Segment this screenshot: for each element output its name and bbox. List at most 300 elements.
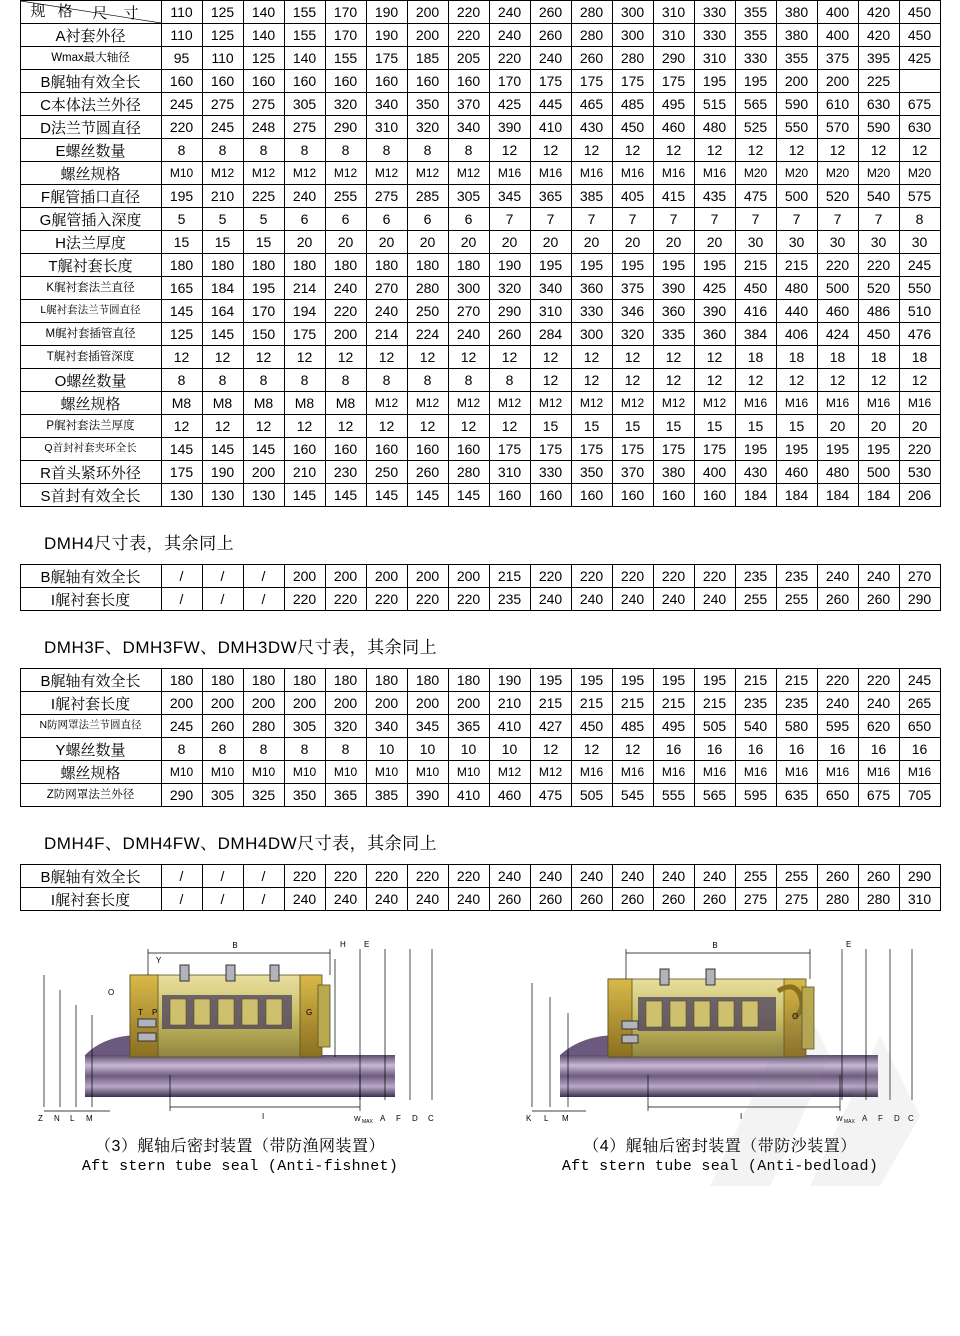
cell: 12 (366, 346, 407, 369)
cell: 145 (202, 438, 243, 461)
cell: 235 (735, 565, 776, 588)
cell: 550 (776, 116, 817, 139)
cell: 18 (735, 346, 776, 369)
section4-table-wrap (0, 864, 960, 911)
cell: 435 (694, 185, 735, 208)
svg-text:O: O (792, 1012, 799, 1021)
cell: M16 (858, 392, 899, 415)
cell: 12 (571, 139, 612, 162)
svg-text:W: W (354, 1116, 361, 1123)
cell: 310 (489, 461, 530, 484)
svg-text:A: A (862, 1114, 868, 1123)
cell: 8 (284, 369, 325, 392)
cell: 175 (694, 438, 735, 461)
table-row (20, 738, 940, 761)
cell: 580 (776, 715, 817, 738)
cell: 500 (776, 185, 817, 208)
cell: 345 (407, 715, 448, 738)
cell: 6 (448, 208, 489, 231)
figure-4-caption-cn: （4）艉轴后密封装置（带防沙装置） (583, 1138, 857, 1155)
cell: M16 (694, 162, 735, 185)
svg-text:D: D (412, 1114, 418, 1123)
cell: 20 (448, 231, 489, 254)
cell: 8 (284, 139, 325, 162)
row-label: D法兰节圆直径 (20, 116, 161, 139)
cell: 260 (489, 323, 530, 346)
cell: 650 (817, 784, 858, 807)
cell: M16 (571, 162, 612, 185)
cell: 175 (366, 47, 407, 70)
cell: / (161, 888, 202, 911)
cell: 160 (407, 70, 448, 93)
cell: M16 (776, 392, 817, 415)
cell: 160 (448, 438, 489, 461)
cell: 220 (325, 588, 366, 611)
header-size-cell: 240 (489, 1, 530, 24)
row-label: Y螺丝数量 (20, 738, 161, 761)
cell: 565 (694, 784, 735, 807)
cell: M12 (243, 162, 284, 185)
cell: 310 (899, 888, 940, 911)
cell: 380 (653, 461, 694, 484)
header-size-cell: 155 (284, 1, 325, 24)
cell: 195 (653, 254, 694, 277)
cell: 215 (530, 692, 571, 715)
cell: 427 (530, 715, 571, 738)
cell: M20 (817, 162, 858, 185)
cell: 170 (325, 24, 366, 47)
cell: 170 (489, 70, 530, 93)
cell: 220 (366, 588, 407, 611)
section4-table (20, 864, 941, 911)
cell: 240 (407, 888, 448, 911)
table-header-row (20, 1, 940, 24)
cell: 400 (817, 24, 858, 47)
cell: 310 (366, 116, 407, 139)
cell: 125 (202, 24, 243, 47)
row-label: B艉轴有效全长 (20, 565, 161, 588)
cell: 320 (489, 277, 530, 300)
cell: 12 (489, 346, 530, 369)
cell: 410 (489, 715, 530, 738)
figure-3-caption-en: Aft stern tube seal (Anti-fishnet) (81, 1158, 399, 1175)
cell: 160 (284, 70, 325, 93)
cell: 340 (530, 277, 571, 300)
cell: 145 (243, 438, 284, 461)
cell: 240 (858, 565, 899, 588)
table-row (20, 116, 940, 139)
cell: 595 (735, 784, 776, 807)
cell: 95 (161, 47, 202, 70)
cell: 385 (571, 185, 612, 208)
cell: 220 (489, 47, 530, 70)
cell: 300 (448, 277, 489, 300)
cell: 280 (858, 888, 899, 911)
cell: 200 (243, 692, 284, 715)
cell: 400 (694, 461, 735, 484)
figure-4-drawing (510, 935, 930, 1125)
header-size-label: 尺 寸 (92, 5, 145, 22)
cell: 12 (858, 369, 899, 392)
cell: 145 (407, 484, 448, 507)
cell: 330 (530, 461, 571, 484)
cell: 284 (530, 323, 571, 346)
cell: 430 (571, 116, 612, 139)
cell: M16 (653, 761, 694, 784)
header-size-cell: 330 (694, 1, 735, 24)
svg-text:P: P (152, 1008, 158, 1017)
cell: 320 (325, 93, 366, 116)
cell: 18 (899, 346, 940, 369)
cell: 175 (530, 70, 571, 93)
cell: 12 (448, 346, 489, 369)
cell: 275 (284, 116, 325, 139)
cell: M12 (530, 761, 571, 784)
row-label: E螺丝数量 (20, 139, 161, 162)
cell: 305 (284, 93, 325, 116)
cell: 200 (243, 461, 284, 484)
cell: 240 (653, 865, 694, 888)
cell: M12 (407, 392, 448, 415)
cell: 12 (612, 139, 653, 162)
cell: 7 (653, 208, 694, 231)
cell: 16 (776, 738, 817, 761)
cell: 20 (530, 231, 571, 254)
row-label: 螺丝规格 (20, 761, 161, 784)
cell: 195 (571, 254, 612, 277)
cell: 12 (735, 139, 776, 162)
cell: 486 (858, 300, 899, 323)
svg-text:M: M (562, 1114, 569, 1123)
cell: 505 (694, 715, 735, 738)
cell: 240 (325, 277, 366, 300)
cell: 275 (776, 888, 817, 911)
cell: 160 (325, 70, 366, 93)
cell: 195 (694, 669, 735, 692)
cell: 12 (243, 415, 284, 438)
cell: 205 (448, 47, 489, 70)
cell: 160 (202, 70, 243, 93)
cell: M8 (284, 392, 325, 415)
cell: 220 (284, 865, 325, 888)
cell: M8 (161, 392, 202, 415)
cell: 200 (407, 692, 448, 715)
cell: 12 (284, 415, 325, 438)
cell: 180 (284, 669, 325, 692)
cell: M16 (899, 392, 940, 415)
cell: 8 (161, 139, 202, 162)
cell: 6 (325, 208, 366, 231)
section3-title: DMH3F、DMH3FW、DMH3DW尺寸表，其余同上 (44, 638, 438, 657)
cell: 15 (161, 231, 202, 254)
row-label: B艉轴有效全长 (20, 865, 161, 888)
cell: 190 (489, 254, 530, 277)
cell: M20 (776, 162, 817, 185)
header-size-cell: 140 (243, 1, 284, 24)
cell: 12 (202, 415, 243, 438)
cell: 8 (366, 139, 407, 162)
cell: M16 (612, 162, 653, 185)
cell: 20 (407, 231, 448, 254)
cell: M16 (612, 761, 653, 784)
cell: 365 (325, 784, 366, 807)
cell: 410 (530, 116, 571, 139)
table-row (20, 139, 940, 162)
svg-text:W: W (836, 1116, 843, 1123)
figure-3 (25, 935, 455, 1175)
row-label: K艉衬套法兰直径 (20, 277, 161, 300)
cell: 30 (735, 231, 776, 254)
cell: 440 (776, 300, 817, 323)
cell: 630 (899, 116, 940, 139)
cell: 520 (858, 277, 899, 300)
cell: 200 (366, 565, 407, 588)
figure-row (0, 935, 960, 1175)
cell: 270 (448, 300, 489, 323)
row-label: S首封有效全长 (20, 484, 161, 507)
cell: 420 (858, 24, 899, 47)
cell: 214 (284, 277, 325, 300)
cell: 145 (161, 300, 202, 323)
cell: 395 (858, 47, 899, 70)
cell: 485 (612, 715, 653, 738)
cell: 360 (653, 300, 694, 323)
cell: 450 (858, 323, 899, 346)
table-row (20, 231, 940, 254)
cell: 7 (776, 208, 817, 231)
cell: M16 (899, 761, 940, 784)
cell: 330 (694, 24, 735, 47)
cell: 320 (612, 323, 653, 346)
cell: 140 (243, 24, 284, 47)
cell: 675 (858, 784, 899, 807)
cell: 240 (448, 888, 489, 911)
cell: M16 (489, 162, 530, 185)
cell: 12 (530, 139, 571, 162)
cell: 12 (653, 139, 694, 162)
cell: 130 (243, 484, 284, 507)
cell: 8 (489, 369, 530, 392)
svg-text:D: D (894, 1114, 900, 1123)
cell: 365 (530, 185, 571, 208)
cell: 7 (489, 208, 530, 231)
cell: 30 (817, 231, 858, 254)
cell: 280 (817, 888, 858, 911)
cell: 160 (612, 484, 653, 507)
cell: 230 (325, 461, 366, 484)
svg-text:B: B (712, 941, 718, 950)
row-label: H法兰厚度 (20, 231, 161, 254)
cell: 260 (817, 865, 858, 888)
cell: 12 (530, 346, 571, 369)
cell: 175 (612, 70, 653, 93)
cell: M10 (366, 761, 407, 784)
cell: 12 (899, 139, 940, 162)
cell: 8 (325, 139, 366, 162)
table-row (20, 484, 940, 507)
cell: 160 (448, 70, 489, 93)
cell: 200 (202, 692, 243, 715)
cell: 495 (653, 93, 694, 116)
cell: 350 (571, 461, 612, 484)
header-size-cell: 190 (366, 1, 407, 24)
svg-text:MAX: MAX (362, 1119, 373, 1125)
cell: 635 (776, 784, 817, 807)
cell: 290 (161, 784, 202, 807)
row-label: P艉衬套法兰厚度 (20, 415, 161, 438)
table-row (20, 888, 940, 911)
cell: 6 (407, 208, 448, 231)
cell: 175 (653, 70, 694, 93)
cell: 30 (899, 231, 940, 254)
cell: 480 (776, 277, 817, 300)
cell: 610 (817, 93, 858, 116)
cell: 155 (284, 24, 325, 47)
cell: 290 (489, 300, 530, 323)
cell: 7 (858, 208, 899, 231)
cell: 170 (243, 300, 284, 323)
cell: 12 (735, 369, 776, 392)
cell: 164 (202, 300, 243, 323)
cell: 450 (899, 24, 940, 47)
cell: 260 (858, 865, 899, 888)
cell: 195 (653, 669, 694, 692)
cell: 8 (284, 738, 325, 761)
cell: M12 (694, 392, 735, 415)
cell: 12 (612, 738, 653, 761)
main-spec-table-wrap (0, 0, 960, 507)
section2-title: DMH4尺寸表，其余同上 (44, 534, 235, 553)
cell: 215 (735, 254, 776, 277)
cell: 310 (653, 24, 694, 47)
cell: 195 (612, 669, 653, 692)
cell: 175 (653, 438, 694, 461)
row-label: L艉衬套法兰节圆直径 (20, 300, 161, 323)
cell: 195 (817, 438, 858, 461)
cell: 12 (448, 415, 489, 438)
cell: 410 (448, 784, 489, 807)
cell: 450 (612, 116, 653, 139)
cell: 12 (694, 369, 735, 392)
cell: 175 (161, 461, 202, 484)
cell: 12 (653, 346, 694, 369)
svg-text:Z: Z (38, 1114, 43, 1123)
cell: 705 (899, 784, 940, 807)
cell: 595 (817, 715, 858, 738)
cell: 525 (735, 116, 776, 139)
cell: 415 (653, 185, 694, 208)
main-spec-table (20, 0, 941, 507)
table-row (20, 185, 940, 208)
cell: 220 (899, 438, 940, 461)
cell: 12 (653, 369, 694, 392)
row-label: I艉衬套长度 (20, 588, 161, 611)
cell: M16 (653, 162, 694, 185)
cell: 200 (284, 565, 325, 588)
cell: 325 (243, 784, 284, 807)
cell: 224 (407, 323, 448, 346)
cell: 184 (735, 484, 776, 507)
cell: 165 (161, 277, 202, 300)
cell: M10 (202, 761, 243, 784)
cell: 160 (161, 70, 202, 93)
cell: 340 (448, 116, 489, 139)
cell: 248 (243, 116, 284, 139)
cell: 145 (202, 323, 243, 346)
cell: 310 (694, 47, 735, 70)
cell: 590 (776, 93, 817, 116)
cell: 335 (653, 323, 694, 346)
section3-table-wrap (0, 668, 960, 807)
cell: 20 (899, 415, 940, 438)
cell: / (161, 588, 202, 611)
row-label: B艉轴有效全长 (20, 70, 161, 93)
cell: 15 (530, 415, 571, 438)
cell: 280 (243, 715, 284, 738)
svg-text:M: M (86, 1114, 93, 1123)
svg-text:O: O (108, 988, 115, 997)
table-row (20, 24, 940, 47)
cell: 145 (325, 484, 366, 507)
svg-text:L: L (70, 1114, 75, 1123)
cell: 200 (817, 70, 858, 93)
cell: M10 (161, 761, 202, 784)
cell: 570 (817, 116, 858, 139)
cell: 260 (817, 588, 858, 611)
cell: 195 (694, 70, 735, 93)
cell: 160 (366, 70, 407, 93)
cell: 405 (612, 185, 653, 208)
cell: 20 (694, 231, 735, 254)
row-label: A衬套外径 (20, 24, 161, 47)
cell: 270 (366, 277, 407, 300)
cell: M8 (325, 392, 366, 415)
cell: 20 (489, 231, 530, 254)
cell: 180 (407, 254, 448, 277)
cell: 215 (489, 565, 530, 588)
cell: 240 (694, 865, 735, 888)
cell: 180 (161, 254, 202, 277)
cell: 195 (612, 254, 653, 277)
header-size-cell: 380 (776, 1, 817, 24)
cell: 160 (489, 484, 530, 507)
cell: 240 (366, 300, 407, 323)
cell: 255 (735, 588, 776, 611)
cell: 12 (776, 369, 817, 392)
cell: 220 (161, 116, 202, 139)
header-size-cell: 220 (448, 1, 489, 24)
cell: 140 (284, 47, 325, 70)
table-row (20, 93, 940, 116)
cell: 320 (325, 715, 366, 738)
cell: 375 (612, 277, 653, 300)
cell: 285 (407, 185, 448, 208)
cell: 355 (735, 24, 776, 47)
section2-table-wrap (0, 564, 960, 611)
row-label: Z防网罩法兰外径 (20, 784, 161, 807)
cell: 245 (899, 669, 940, 692)
cell: / (243, 888, 284, 911)
svg-text:F: F (396, 1114, 401, 1123)
cell: 160 (366, 438, 407, 461)
cell: M12 (653, 392, 694, 415)
figure-3-caption-cn: （3）艉轴后密封装置（带防渔网装置） (95, 1138, 385, 1155)
cell: 255 (325, 185, 366, 208)
cell: 565 (735, 93, 776, 116)
cell: 240 (489, 24, 530, 47)
header-size-cell: 400 (817, 1, 858, 24)
cell: 195 (530, 254, 571, 277)
